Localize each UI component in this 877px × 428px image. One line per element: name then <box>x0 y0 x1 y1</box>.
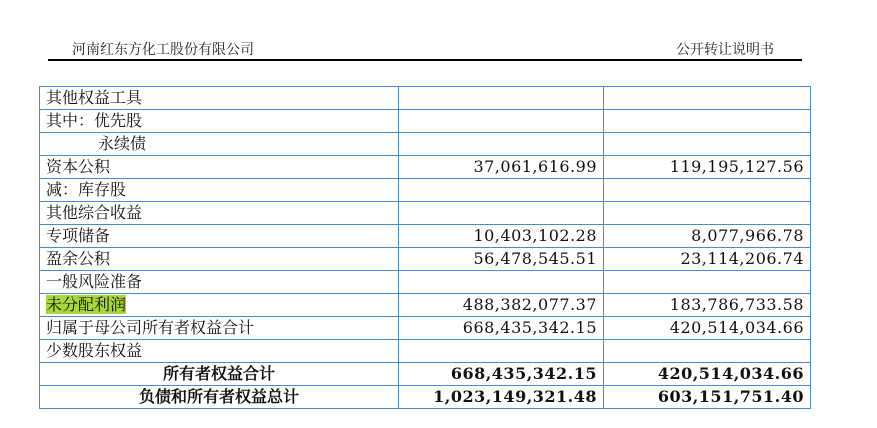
value-current <box>399 202 604 225</box>
table-row <box>40 248 811 271</box>
value-prior: 420,514,034.66 <box>604 363 811 386</box>
equity-table <box>39 86 811 409</box>
value-prior: 8,077,966.78 <box>604 225 811 248</box>
table-row <box>40 110 811 133</box>
grand-total-row <box>40 386 811 409</box>
table-row <box>40 294 811 317</box>
value-prior <box>604 340 811 363</box>
value-current <box>399 133 604 156</box>
row-label: 其他权益工具 <box>40 87 399 110</box>
row-label: 资本公积 <box>40 156 399 179</box>
company-name: 河南红东方化工股份有限公司 <box>72 42 254 58</box>
highlighted-label: 未分配利润 <box>46 295 127 314</box>
value-current: 668,435,342.15 <box>399 317 604 340</box>
document-title: 公开转让说明书 <box>676 42 774 58</box>
row-label: 盈余公积 <box>40 248 399 271</box>
value-prior <box>604 110 811 133</box>
table-row <box>40 202 811 225</box>
table-row <box>40 271 811 294</box>
table-row <box>40 340 811 363</box>
table-row <box>40 225 811 248</box>
row-label: 少数股东权益 <box>40 340 399 363</box>
value-current <box>399 340 604 363</box>
value-prior: 119,195,127.56 <box>604 156 811 179</box>
value-current: 56,478,545.51 <box>399 248 604 271</box>
table-row <box>40 317 811 340</box>
value-prior: 420,514,034.66 <box>604 317 811 340</box>
table-row <box>40 133 811 156</box>
value-prior: 183,786,733.58 <box>604 294 811 317</box>
table-row <box>40 87 811 110</box>
row-label: 一般风险准备 <box>40 271 399 294</box>
value-prior <box>604 202 811 225</box>
row-label: 其中：优先股 <box>40 110 399 133</box>
row-label: 专项储备 <box>40 225 399 248</box>
value-current: 1,023,149,321.48 <box>399 386 604 409</box>
row-label: 所有者权益合计 <box>40 363 399 386</box>
value-prior <box>604 133 811 156</box>
row-label: 减：库存股 <box>40 179 399 202</box>
total-row <box>40 363 811 386</box>
value-current: 488,382,077.37 <box>399 294 604 317</box>
value-current: 668,435,342.15 <box>399 363 604 386</box>
value-current <box>399 271 604 294</box>
row-label: 负债和所有者权益总计 <box>40 386 399 409</box>
table-row <box>40 156 811 179</box>
value-prior <box>604 271 811 294</box>
value-prior <box>604 179 811 202</box>
value-prior <box>604 87 811 110</box>
value-current <box>399 110 604 133</box>
row-label: 永续债 <box>40 133 399 156</box>
row-label <box>40 294 399 317</box>
value-current: 37,061,616.99 <box>399 156 604 179</box>
page-header <box>48 37 802 61</box>
value-current: 10,403,102.28 <box>399 225 604 248</box>
value-current <box>399 179 604 202</box>
value-prior: 603,151,751.40 <box>604 386 811 409</box>
value-prior: 23,114,206.74 <box>604 248 811 271</box>
row-label: 其他综合收益 <box>40 202 399 225</box>
value-current <box>399 87 604 110</box>
table-row <box>40 179 811 202</box>
row-label: 归属于母公司所有者权益合计 <box>40 317 399 340</box>
